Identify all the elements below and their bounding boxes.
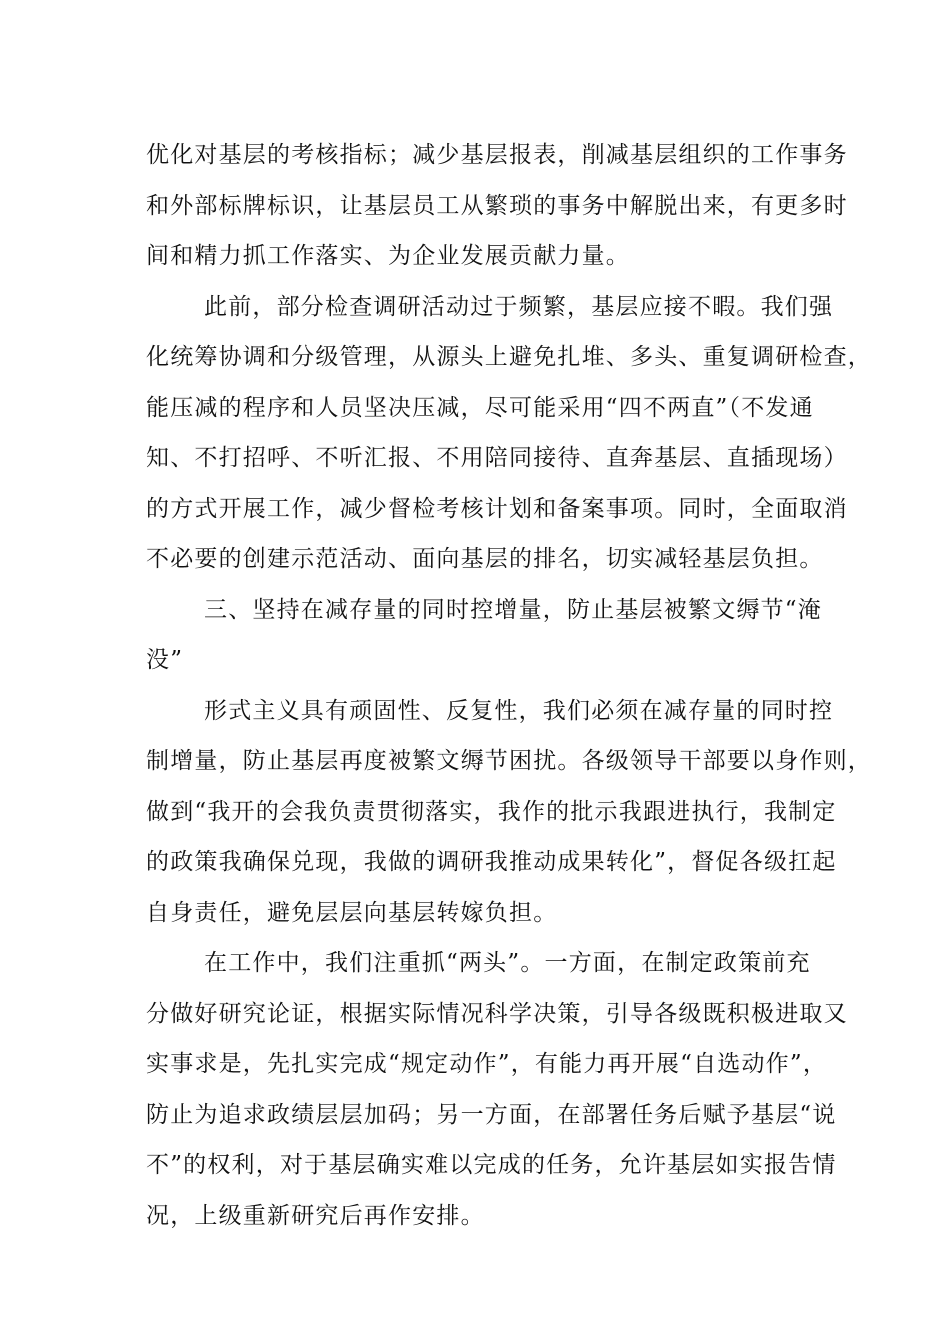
text-line: 况，上级重新研究后再作安排。 bbox=[146, 1202, 485, 1229]
text-line: 和外部标牌标识，让基层员工从繁琐的事务中解脱出来，有更多时 bbox=[146, 192, 848, 219]
document-body bbox=[146, 130, 872, 1241]
paragraph bbox=[146, 282, 872, 585]
text-line: 形式主义具有顽固性、反复性，我们必须在减存量的同时控 bbox=[204, 697, 834, 724]
section-heading bbox=[146, 585, 832, 686]
text-line: 分做好研究论证，根据实际情况科学决策，引导各级既积极进取又 bbox=[146, 1000, 848, 1027]
text-line: 化统筹协调和分级管理，从源头上避免扎堆、多头、重复调研检查， bbox=[146, 344, 872, 370]
text-line: 自身责任，避免层层向基层转嫁负担。 bbox=[146, 899, 558, 926]
text-line: 的方式开展工作，减少督检考核计划和备案事项。同时，全面取消 bbox=[146, 495, 848, 522]
text-line: 间和精力抓工作落实、为企业发展贡献力量。 bbox=[146, 243, 630, 269]
text-line: 的政策我确保兑现，我做的调研我推动成果转化”，督促各级扛起 bbox=[146, 849, 837, 875]
text-line: 没” bbox=[146, 647, 184, 673]
text-line: 制增量，防止基层再度被繁文缛节困扰。各级领导干部要以身作则， bbox=[146, 748, 872, 774]
text-line: 知、不打招呼、不听汇报、不用陪同接待、直奔基层、直插现场） bbox=[146, 445, 848, 471]
text-line: 在工作中，我们注重抓“两头”。一方面，在制定政策前充 bbox=[204, 950, 811, 976]
text-line: 三、坚持在减存量的同时控增量，防止基层被繁文缛节“淹 bbox=[204, 596, 822, 623]
text-line: 不必要的创建示范活动、面向基层的排名，切实减轻基层负担。 bbox=[146, 546, 824, 572]
paragraph bbox=[146, 130, 848, 282]
text-line: 能压减的程序和人员坚决压减，尽可能采用“四不两直”（不发通 bbox=[146, 394, 814, 421]
text-line: 防止为追求政绩层层加码；另一方面，在部署任务后赋予基层“说 bbox=[146, 1101, 837, 1128]
text-line: 做到“我开的会我负责贯彻落实，我作的批示我跟进执行，我制定 bbox=[146, 798, 837, 825]
paragraph bbox=[146, 686, 872, 939]
text-line: 不”的权利，对于基层确实难以完成的任务，允许基层如实报告情 bbox=[146, 1152, 837, 1178]
text-line: 实事求是，先扎实完成“规定动作”，有能力再开展“自选动作”， bbox=[146, 1051, 828, 1077]
text-line: 此前，部分检查调研活动过于频繁，基层应接不暇。我们强 bbox=[204, 293, 834, 320]
text-line: 优化对基层的考核指标；减少基层报表，削减基层组织的工作事务 bbox=[146, 142, 848, 168]
paragraph bbox=[146, 938, 848, 1241]
